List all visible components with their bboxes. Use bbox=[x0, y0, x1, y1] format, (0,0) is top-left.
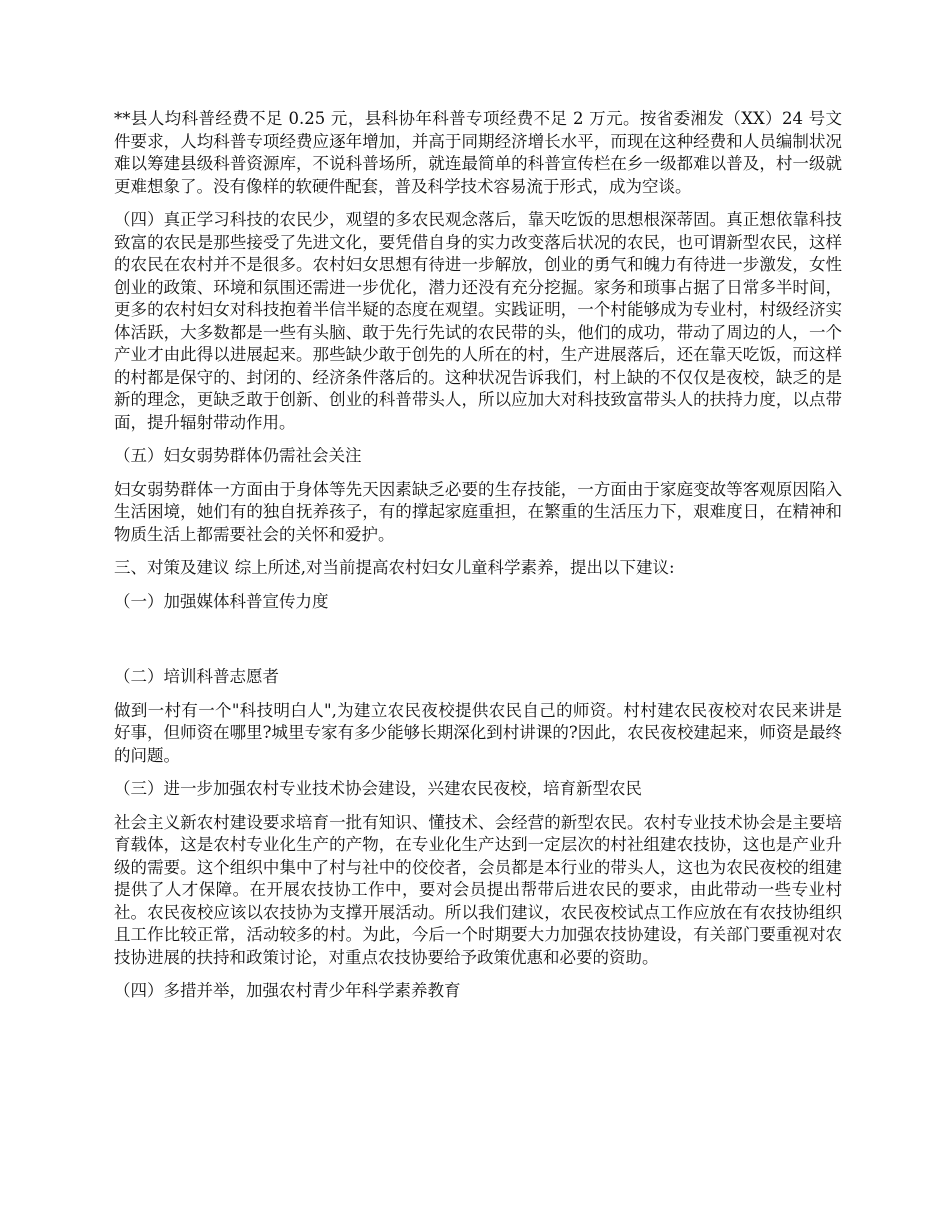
heading-recommendation-2: （二）培训科普志愿者 bbox=[114, 667, 279, 686]
heading-recommendation-4: （四）多措并举，加强农村青少年科学素养教育 bbox=[114, 981, 461, 1000]
paragraph-volunteers: 做到一村有一个"科技明白人",为建立农民夜校提供农民自己的师资。村村建农民夜校对农民来讲是好事，但师资在哪里?城里专家有多少能够长期深化到村讲课的?因此，农民夜校建起来，师资是最终的问题。 bbox=[114, 700, 842, 765]
heading-recommendation-3: （三）进一步加强农村专业技术协会建设，兴建农民夜校，培育新型农民 bbox=[114, 779, 642, 798]
paragraph-funding: **县人均科普经费不足 0.25 元，县科协年科普专项经费不足 2 万元。按省委湘发（XX）24 号文件要求，人均科普专项经费应逐年增加，并高于同期经济增长水平，而现在这种经费和人员编制状况难以筹建县级科普资源库，不说科普场所，就连最简单的科普宣传栏在乡一级都难以普及，村一级就更难想象了。没有像样的软硬件配套，普及科学技术容易流于形式，成为空谈。 bbox=[114, 109, 842, 196]
paragraph-vulnerable-women: 妇女弱势群体一方面由于身体等先天因素缺乏必要的生存技能，一方面由于家庭变故等客观原因陷入生活困境，她们有的独自抚养孩子，有的撑起家庭重担，在繁重的生活压力下，艰难度日，在精神和物质生活上都需要社会的关怀和爱护。 bbox=[114, 479, 842, 544]
paragraph-section-4-farmers: （四）真正学习科技的农民少，观望的多农民观念落后，靠天吃饭的思想根深蒂固。真正想依靠科技致富的农民是那些接受了先进文化，要凭借自身的实力改变落后状况的农民，也可谓新型农民，这样的农民在农村并不是很多。农村妇女思想有待进一步解放，创业的勇气和魄力有待进一步激发，女性创业的政策、环境和氛围还需进一步优化，潜力还没有充分挖掘。家务和琐事占据了日常多半时间，更多的农村妇女对科技抱着半信半疑的态度在观望。实践证明，一个村能够成为专业村，村级经济实体活跃，大多数都是一些有头脑、敢于先行先试的农民带的头，他们的成功，带动了周边的人，一个产业才由此得以进展起来。那些缺少敢于创先的人所在的村，生产进展落后，还在靠天吃饭，而这样的村都是保守的、封闭的、经济条件落后的。这种状况告诉我们，村上缺的不仅仅是夜校，缺乏的是新的理念，更缺乏敢于创新、创业的科普带头人，所以应加大对科技致富带头人的扶持力度，以点带面，提升辐射带动作用。 bbox=[114, 210, 842, 432]
heading-section-5: （五）妇女弱势群体仍需社会关注 bbox=[114, 446, 362, 465]
blank-space bbox=[114, 624, 842, 666]
document-page bbox=[114, 108, 842, 1014]
heading-recommendation-1: （一）加强媒体科普宣传力度 bbox=[114, 591, 329, 611]
heading-part-3-recommendations: 三、对策及建议 综上所述,对当前提高农村妇女儿童科学素养，提出以下建议: bbox=[114, 558, 675, 577]
paragraph-technical-associations: 社会主义新农村建设要求培育一批有知识、懂技术、会经营的新型农民。农村专业技术协会是主要培育载体，这是农村专业化生产的产物，在专业化生产达到一定层次的村社组建农技协，这也是产业升级的需要。这个组织中集中了村与社中的佼佼者，会员都是本行业的带头人，这也为农民夜校的组建提供了人才保障。在开展农技协工作中，要对会员提出帮带后进农民的要求，由此带动一些专业村社。农民夜校应该以农技协为支撑开展活动。所以我们建议，农民夜校试点工作应放在有农技协组织且工作比较正常，活动较多的村。为此，今后一个时期要大力加强农技协建设，有关部门要重视对农技协进展的扶持和政策讨论，对重点农技协要给予政策优惠和必要的资助。 bbox=[114, 812, 842, 967]
